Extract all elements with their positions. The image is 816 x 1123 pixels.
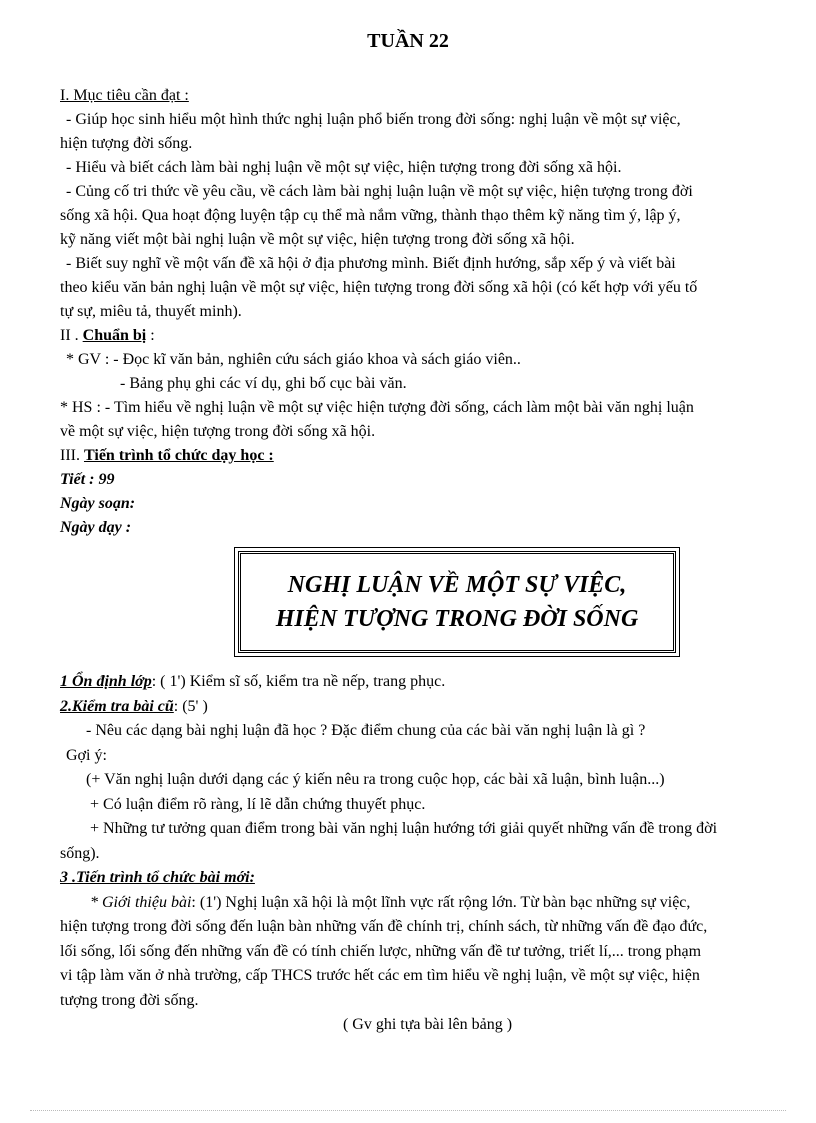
page-bottom-divider [30,1110,786,1111]
objective-line: tự sự, miêu tả, thuyết minh). [60,303,242,320]
intro-line: hiện tượng trong đời sống đến luận bàn những vấn đề chính trị, chính sách, từ những vấn đề đạo đức, [60,918,708,935]
lesson-period: Tiết : 99 [60,471,115,488]
student-prep-line: về một sự việc, hiện tượng trong đời sống xã hội. [60,423,376,440]
objective-line: theo kiểu văn bản nghị luận về một sự việc, hiện tượng trong đời sống xã hội (có kết hợp với yếu tố [60,279,698,296]
hint-line: (+ Văn nghị luận dưới dạng các ý kiến nêu ra trong cuộc họp, các bài xã luận, bình luận...) [86,771,665,788]
intro-line: lối sống, lối sống đến những vấn đề có tính chiến lược, những vấn đề tư tưởng, triết lí,... trong phạm [60,942,702,960]
lesson-title-line: NGHỊ LUẬN VỀ MỘT SỰ VIỆC, [287,572,627,598]
teacher-prep-line: * GV : - Đọc kĩ văn bản, nghiên cứu sách giáo khoa và sách giáo viên.. [66,351,521,368]
objective-line: hiện tượng đời sống. [60,135,193,152]
prepared-date: Ngày soạn: [60,495,136,512]
teaching-date: Ngày dạy : [60,519,132,536]
step-2: 2.Kiểm tra bài cũ: (5' ) [60,697,208,715]
objective-line: - Giúp học sinh hiểu một hình thức nghị luận phổ biến trong đời sống: nghị luận về một sự việc, [66,111,681,128]
objective-line: - Biết suy nghĩ về một vấn đề xã hội ở địa phương mình. Biết định hướng, sắp xếp ý và viết bài [66,255,676,272]
hint-label: Gợi ý: [66,746,107,764]
intro-line: * Giới thiệu bài: (1') Nghị luận xã hội là một lĩnh vực rất rộng lớn. Từ bàn bạc những sự việc, [90,893,691,911]
hint-line: sống). [60,844,100,862]
lesson-title-line: HIỆN TƯỢNG TRONG ĐỜI SỐNG [275,606,639,632]
section-1-heading: I. Mục tiêu cần đạt : [60,87,189,104]
objective-line: kỹ năng viết một bài nghị luận về một sự việc, hiện tượng trong đời sống xã hội. [60,231,575,248]
objectives-block [60,84,795,540]
step-1: 1 Ổn định lớp: ( 1') Kiểm sĩ số, kiểm tra nề nếp, trang phục. [60,673,446,690]
section-3-heading: III. Tiến trình tổ chức dạy học : [60,447,274,464]
week-heading: TUẦN 22 [367,30,449,52]
student-prep-line: * HS : - Tìm hiểu về nghị luận về một sự việc hiện tượng đời sống, cách làm một bài văn nghị luận [60,399,694,416]
review-question: - Nêu các dạng bài nghị luận đã học ? Đặc điểm chung của các bài văn nghị luận là gì ? [86,722,646,739]
intro-line: tượng trong đời sống. [60,991,199,1009]
teacher-prep-line: - Bảng phụ ghi các ví dụ, ghi bố cục bài văn. [120,375,407,392]
hint-line: + Những tư tưởng quan điểm trong bài văn nghị luận hướng tới giải quyết những vấn đề trong đời [90,820,718,837]
lesson-title-box [238,551,676,653]
step-3-heading: 3 .Tiến trình tổ chức bài mới: [60,869,255,886]
intro-line: vi tập làm văn ở nhà trường, cấp THCS trước hết các em tìm hiểu về nghị luận, về một sự việc, hiện [60,967,700,984]
closing-note: ( Gv ghi tựa bài lên bảng ) [342,1016,513,1033]
objective-line: - Củng cố tri thức về yêu cầu, về cách làm bài nghị luận luận về một sự việc, hiện tượng trong đời [66,183,693,200]
objective-line: - Hiểu và biết cách làm bài nghị luận về một sự việc, hiện tượng trong đời sống xã hội. [66,159,622,176]
section-2-heading: II . Chuẩn bị : [60,327,155,344]
lesson-steps-block [60,670,795,1038]
objective-line: sống xã hội. Qua hoạt động luyện tập cụ thể mà nắm vững, thành thạo thêm kỹ năng tìm ý, lập ý, [60,207,681,224]
hint-line: + Có luận điểm rõ ràng, lí lẽ dẫn chứng thuyết phục. [90,795,426,813]
